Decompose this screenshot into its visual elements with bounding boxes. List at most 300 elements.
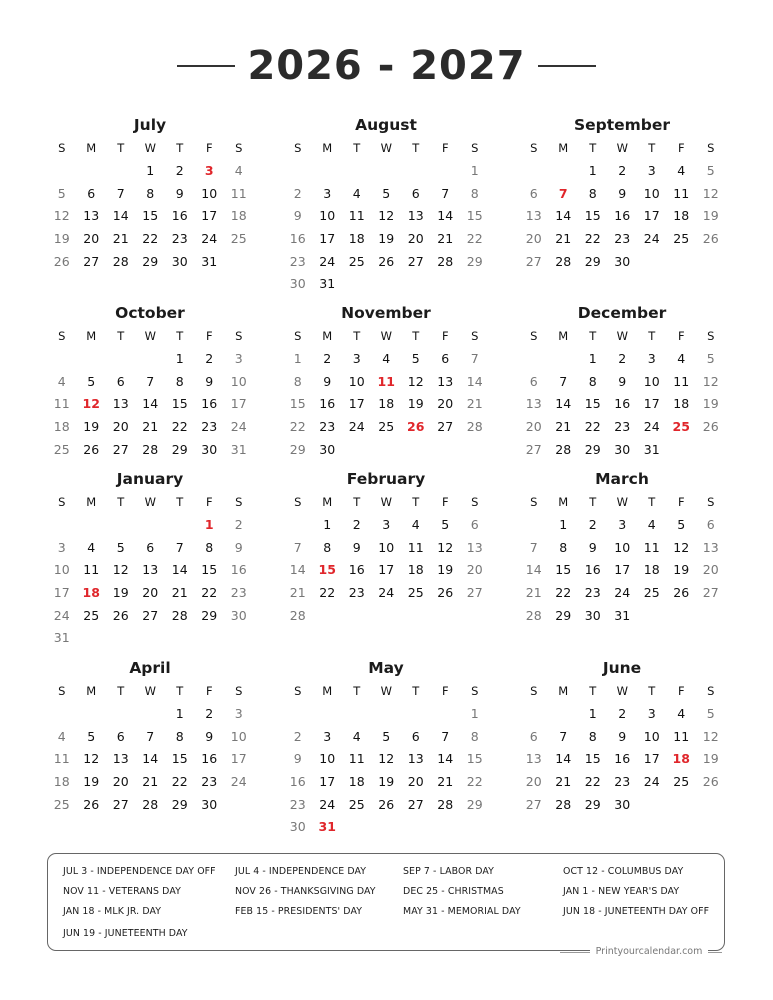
day: 14 bbox=[466, 373, 483, 389]
day: 9 bbox=[293, 751, 302, 767]
day: 3 bbox=[323, 185, 332, 201]
day: 22 bbox=[584, 774, 601, 790]
day: 24 bbox=[53, 607, 70, 623]
day: 22 bbox=[584, 419, 601, 435]
weekday-label: S bbox=[58, 329, 66, 343]
day: 23 bbox=[348, 585, 365, 601]
month-name: September bbox=[573, 116, 671, 134]
day: 30 bbox=[614, 253, 631, 269]
empty-cell bbox=[106, 703, 136, 726]
day: 20 bbox=[702, 562, 719, 578]
day: 11 bbox=[348, 208, 365, 224]
page-title: 2026 - 2027 bbox=[247, 43, 526, 89]
weekday-label: W bbox=[616, 684, 628, 698]
weekday-label: M bbox=[322, 329, 333, 343]
day: 20 bbox=[407, 231, 424, 247]
weekday-label: F bbox=[441, 684, 449, 698]
day: 19 bbox=[702, 208, 719, 224]
empty-cell bbox=[401, 160, 431, 183]
empty-cell bbox=[549, 703, 579, 726]
weekday-label: F bbox=[205, 684, 213, 698]
day: 23 bbox=[614, 231, 631, 247]
day: 9 bbox=[352, 539, 361, 555]
empty-cell bbox=[372, 160, 402, 183]
day: 13 bbox=[702, 539, 719, 555]
day: 10 bbox=[53, 562, 70, 578]
day: 5 bbox=[411, 351, 420, 366]
holiday-day: 12 bbox=[82, 396, 100, 412]
holiday-item: JUL 3 - INDEPENDENCE DAY OFF bbox=[63, 866, 216, 877]
day: 8 bbox=[588, 728, 597, 744]
day: 28 bbox=[437, 253, 454, 269]
day: 18 bbox=[643, 562, 660, 578]
day: 7 bbox=[441, 185, 450, 201]
empty-cell bbox=[313, 160, 343, 183]
day: 29 bbox=[142, 253, 159, 269]
day: 21 bbox=[555, 419, 572, 435]
day: 19 bbox=[702, 396, 719, 412]
day: 6 bbox=[87, 185, 96, 201]
weekday-label: W bbox=[380, 329, 392, 343]
day: 28 bbox=[555, 253, 572, 269]
weekday-label: M bbox=[558, 141, 569, 155]
day: 10 bbox=[348, 373, 365, 389]
weekday-label: W bbox=[380, 141, 392, 155]
day: 20 bbox=[466, 562, 483, 578]
day: 1 bbox=[470, 706, 479, 721]
day: 7 bbox=[293, 539, 302, 555]
day: 10 bbox=[201, 185, 218, 201]
day: 17 bbox=[230, 396, 247, 412]
day: 14 bbox=[171, 562, 188, 578]
empty-cell bbox=[77, 514, 107, 537]
weekday-label: F bbox=[677, 495, 685, 509]
day: 13 bbox=[112, 751, 129, 767]
day: 24 bbox=[378, 585, 395, 601]
day: 17 bbox=[643, 396, 660, 412]
month-name: July bbox=[133, 116, 167, 134]
day: 6 bbox=[706, 517, 715, 532]
day: 5 bbox=[116, 539, 125, 555]
day: 27 bbox=[525, 796, 542, 812]
month-december bbox=[519, 302, 725, 461]
day: 22 bbox=[584, 231, 601, 247]
month-october bbox=[47, 302, 253, 461]
weekday-label: S bbox=[58, 684, 66, 698]
weekday-label: F bbox=[441, 329, 449, 343]
weekday-label: M bbox=[86, 495, 97, 509]
day-grid bbox=[47, 490, 253, 650]
month-name: November bbox=[341, 304, 431, 322]
day: 23 bbox=[289, 253, 306, 269]
day: 4 bbox=[382, 351, 391, 366]
holiday-item: NOV 26 - THANKSGIVING DAY bbox=[235, 886, 376, 897]
day: 1 bbox=[175, 706, 184, 721]
day: 31 bbox=[53, 630, 70, 646]
day: 13 bbox=[437, 373, 454, 389]
day: 22 bbox=[171, 419, 188, 435]
month-name: December bbox=[577, 304, 667, 322]
day: 13 bbox=[407, 208, 424, 224]
holiday-item: NOV 11 - VETERANS DAY bbox=[63, 886, 181, 897]
day: 18 bbox=[378, 396, 395, 412]
day: 11 bbox=[230, 185, 247, 201]
day: 27 bbox=[525, 441, 542, 457]
weekday-label: M bbox=[322, 684, 333, 698]
day: 18 bbox=[348, 231, 365, 247]
day: 20 bbox=[525, 231, 542, 247]
day: 12 bbox=[437, 539, 454, 555]
day: 27 bbox=[112, 441, 129, 457]
day: 5 bbox=[382, 728, 391, 744]
empty-cell bbox=[519, 160, 549, 183]
day: 13 bbox=[525, 751, 542, 767]
day: 30 bbox=[319, 441, 336, 457]
day: 25 bbox=[53, 796, 70, 812]
day: 2 bbox=[205, 351, 214, 366]
month-name: October bbox=[115, 304, 185, 322]
holiday-item: SEP 7 - LABOR DAY bbox=[403, 866, 494, 877]
month-march bbox=[519, 468, 725, 627]
day: 27 bbox=[407, 796, 424, 812]
day: 20 bbox=[437, 396, 454, 412]
weekday-label: W bbox=[144, 495, 156, 509]
weekday-label: F bbox=[205, 141, 213, 155]
day: 24 bbox=[319, 253, 336, 269]
day: 21 bbox=[466, 396, 483, 412]
day: 1 bbox=[588, 163, 597, 178]
day: 10 bbox=[230, 728, 247, 744]
day: 14 bbox=[555, 751, 572, 767]
day: 12 bbox=[83, 751, 100, 767]
weekday-label: F bbox=[205, 495, 213, 509]
month-name: February bbox=[346, 470, 426, 488]
day: 2 bbox=[234, 517, 243, 532]
day: 14 bbox=[555, 396, 572, 412]
empty-cell bbox=[106, 160, 136, 183]
holiday-day: 18 bbox=[82, 585, 100, 601]
day: 22 bbox=[466, 774, 483, 790]
day: 30 bbox=[584, 607, 601, 623]
day: 22 bbox=[142, 231, 159, 247]
weekday-label: W bbox=[380, 495, 392, 509]
day: 31 bbox=[230, 441, 247, 457]
day: 31 bbox=[643, 441, 660, 457]
day: 26 bbox=[702, 419, 719, 435]
month-november bbox=[283, 302, 489, 461]
weekday-label: F bbox=[677, 329, 685, 343]
day: 19 bbox=[437, 562, 454, 578]
day: 22 bbox=[319, 585, 336, 601]
weekday-label: T bbox=[589, 684, 597, 698]
empty-cell bbox=[313, 703, 343, 726]
day: 10 bbox=[614, 539, 631, 555]
day: 27 bbox=[407, 253, 424, 269]
day: 2 bbox=[293, 185, 302, 201]
day: 14 bbox=[555, 208, 572, 224]
day: 15 bbox=[171, 396, 188, 412]
day: 28 bbox=[555, 441, 572, 457]
weekday-label: T bbox=[412, 684, 420, 698]
day: 16 bbox=[171, 208, 188, 224]
day: 29 bbox=[584, 253, 601, 269]
day: 24 bbox=[230, 419, 247, 435]
day: 26 bbox=[437, 585, 454, 601]
weekday-label: T bbox=[412, 141, 420, 155]
day: 20 bbox=[112, 419, 129, 435]
day: 8 bbox=[559, 539, 568, 555]
day: 31 bbox=[614, 607, 631, 623]
weekday-label: S bbox=[471, 141, 479, 155]
day: 26 bbox=[83, 441, 100, 457]
day: 2 bbox=[293, 728, 302, 744]
month-january bbox=[47, 468, 253, 650]
day-grid bbox=[283, 136, 489, 296]
day: 21 bbox=[112, 231, 129, 247]
day: 21 bbox=[437, 774, 454, 790]
day: 25 bbox=[643, 585, 660, 601]
day: 23 bbox=[614, 774, 631, 790]
weekday-label: S bbox=[235, 141, 243, 155]
day: 12 bbox=[378, 751, 395, 767]
day-grid bbox=[47, 679, 253, 816]
day: 1 bbox=[146, 163, 155, 178]
day: 9 bbox=[205, 728, 214, 744]
weekday-label: S bbox=[530, 495, 538, 509]
empty-cell bbox=[549, 348, 579, 371]
day: 30 bbox=[289, 819, 306, 835]
day: 8 bbox=[470, 185, 479, 201]
day: 30 bbox=[230, 607, 247, 623]
day: 5 bbox=[677, 517, 686, 532]
day: 7 bbox=[116, 185, 125, 201]
day: 3 bbox=[352, 351, 361, 366]
day: 13 bbox=[407, 751, 424, 767]
day: 14 bbox=[289, 562, 306, 578]
day: 2 bbox=[618, 351, 627, 366]
day: 24 bbox=[643, 231, 660, 247]
day: 17 bbox=[378, 562, 395, 578]
day: 18 bbox=[348, 774, 365, 790]
day: 30 bbox=[201, 441, 218, 457]
weekday-label: W bbox=[144, 141, 156, 155]
day: 29 bbox=[171, 441, 188, 457]
holiday-day: 26 bbox=[407, 419, 425, 435]
weekday-label: M bbox=[558, 495, 569, 509]
day: 8 bbox=[146, 185, 155, 201]
empty-cell bbox=[283, 514, 313, 537]
day: 14 bbox=[142, 751, 159, 767]
day: 16 bbox=[289, 231, 306, 247]
weekday-label: T bbox=[176, 141, 184, 155]
day: 9 bbox=[618, 373, 627, 389]
weekday-label: S bbox=[58, 495, 66, 509]
day: 9 bbox=[234, 539, 243, 555]
day: 4 bbox=[234, 163, 243, 178]
day: 11 bbox=[407, 539, 424, 555]
day: 24 bbox=[319, 796, 336, 812]
month-july bbox=[47, 114, 253, 273]
day: 26 bbox=[673, 585, 690, 601]
weekday-label: W bbox=[616, 141, 628, 155]
day: 9 bbox=[323, 373, 332, 389]
weekday-label: S bbox=[235, 329, 243, 343]
day: 4 bbox=[57, 373, 66, 389]
day: 21 bbox=[171, 585, 188, 601]
day: 29 bbox=[466, 253, 483, 269]
day: 21 bbox=[142, 774, 159, 790]
day: 18 bbox=[673, 208, 690, 224]
day: 30 bbox=[171, 253, 188, 269]
day: 26 bbox=[378, 253, 395, 269]
day: 27 bbox=[112, 796, 129, 812]
day: 25 bbox=[673, 231, 690, 247]
month-august bbox=[283, 114, 489, 296]
day: 4 bbox=[411, 517, 420, 532]
day: 12 bbox=[702, 728, 719, 744]
day: 4 bbox=[57, 728, 66, 744]
weekday-label: S bbox=[530, 141, 538, 155]
day: 13 bbox=[466, 539, 483, 555]
weekday-label: W bbox=[144, 684, 156, 698]
holiday-list-box bbox=[47, 853, 725, 951]
month-name: May bbox=[368, 659, 404, 677]
day: 5 bbox=[441, 517, 450, 532]
day: 28 bbox=[142, 796, 159, 812]
day: 24 bbox=[643, 774, 660, 790]
holiday-day: 3 bbox=[204, 163, 214, 178]
day: 28 bbox=[555, 796, 572, 812]
day: 14 bbox=[437, 751, 454, 767]
day: 7 bbox=[441, 728, 450, 744]
holiday-item: JAN 18 - MLK JR. DAY bbox=[63, 906, 162, 917]
day: 19 bbox=[112, 585, 129, 601]
day: 24 bbox=[348, 419, 365, 435]
weekday-label: S bbox=[294, 141, 302, 155]
day: 21 bbox=[142, 419, 159, 435]
month-name: April bbox=[129, 659, 171, 677]
day: 21 bbox=[525, 585, 542, 601]
day-grid bbox=[283, 490, 489, 627]
day: 16 bbox=[614, 751, 631, 767]
weekday-label: T bbox=[117, 495, 125, 509]
weekday-label: S bbox=[471, 329, 479, 343]
day: 29 bbox=[584, 441, 601, 457]
day: 12 bbox=[673, 539, 690, 555]
day: 9 bbox=[175, 185, 184, 201]
day: 20 bbox=[83, 231, 100, 247]
day: 23 bbox=[201, 774, 218, 790]
day: 10 bbox=[643, 373, 660, 389]
day: 26 bbox=[112, 607, 129, 623]
holiday-day: 1 bbox=[204, 517, 214, 532]
holiday-day: 18 bbox=[672, 751, 690, 767]
day: 27 bbox=[83, 253, 100, 269]
day: 4 bbox=[677, 163, 686, 178]
weekday-label: F bbox=[441, 141, 449, 155]
day: 3 bbox=[647, 351, 656, 366]
day: 5 bbox=[706, 351, 715, 366]
day: 9 bbox=[293, 208, 302, 224]
day: 27 bbox=[437, 419, 454, 435]
weekday-label: T bbox=[117, 684, 125, 698]
day: 15 bbox=[466, 751, 483, 767]
day-grid bbox=[519, 679, 725, 816]
month-name: January bbox=[116, 470, 184, 488]
empty-cell bbox=[77, 703, 107, 726]
day: 4 bbox=[352, 728, 361, 744]
day: 19 bbox=[407, 396, 424, 412]
day: 7 bbox=[529, 539, 538, 555]
day: 13 bbox=[83, 208, 100, 224]
day: 1 bbox=[470, 163, 479, 178]
holiday-item: JAN 1 - NEW YEAR'S DAY bbox=[563, 886, 680, 897]
weekday-label: T bbox=[648, 329, 656, 343]
day: 17 bbox=[348, 396, 365, 412]
day: 23 bbox=[614, 419, 631, 435]
day: 18 bbox=[673, 396, 690, 412]
day: 2 bbox=[205, 706, 214, 721]
holiday-day: 31 bbox=[318, 819, 336, 835]
day: 23 bbox=[289, 796, 306, 812]
day: 16 bbox=[201, 751, 218, 767]
day: 28 bbox=[525, 607, 542, 623]
day: 13 bbox=[142, 562, 159, 578]
day: 1 bbox=[323, 517, 332, 532]
day: 8 bbox=[588, 373, 597, 389]
day: 3 bbox=[647, 163, 656, 178]
day: 25 bbox=[348, 253, 365, 269]
day: 22 bbox=[171, 774, 188, 790]
empty-cell bbox=[372, 703, 402, 726]
holiday-day: 11 bbox=[377, 373, 395, 389]
weekday-label: T bbox=[648, 141, 656, 155]
day: 26 bbox=[702, 231, 719, 247]
day: 8 bbox=[323, 539, 332, 555]
day: 11 bbox=[53, 751, 70, 767]
empty-cell bbox=[47, 514, 77, 537]
empty-cell bbox=[519, 703, 549, 726]
empty-cell bbox=[77, 160, 107, 183]
day: 16 bbox=[230, 562, 247, 578]
day: 6 bbox=[529, 728, 538, 744]
day: 22 bbox=[466, 231, 483, 247]
day: 29 bbox=[584, 796, 601, 812]
day: 18 bbox=[53, 419, 70, 435]
weekday-label: S bbox=[707, 141, 715, 155]
weekday-label: T bbox=[589, 141, 597, 155]
day: 27 bbox=[525, 253, 542, 269]
weekday-label: W bbox=[144, 329, 156, 343]
empty-cell bbox=[106, 348, 136, 371]
day: 5 bbox=[87, 728, 96, 744]
day: 13 bbox=[525, 208, 542, 224]
day: 6 bbox=[411, 185, 420, 201]
day: 11 bbox=[348, 751, 365, 767]
day: 23 bbox=[230, 585, 247, 601]
day: 28 bbox=[289, 607, 306, 623]
day: 7 bbox=[175, 539, 184, 555]
holiday-day: 25 bbox=[672, 419, 690, 435]
day: 10 bbox=[378, 539, 395, 555]
month-june bbox=[519, 657, 725, 816]
weekday-label: M bbox=[322, 495, 333, 509]
empty-cell bbox=[283, 703, 313, 726]
day: 29 bbox=[289, 441, 306, 457]
day: 30 bbox=[614, 441, 631, 457]
holiday-item: DEC 25 - CHRISTMAS bbox=[403, 886, 504, 897]
day: 25 bbox=[348, 796, 365, 812]
